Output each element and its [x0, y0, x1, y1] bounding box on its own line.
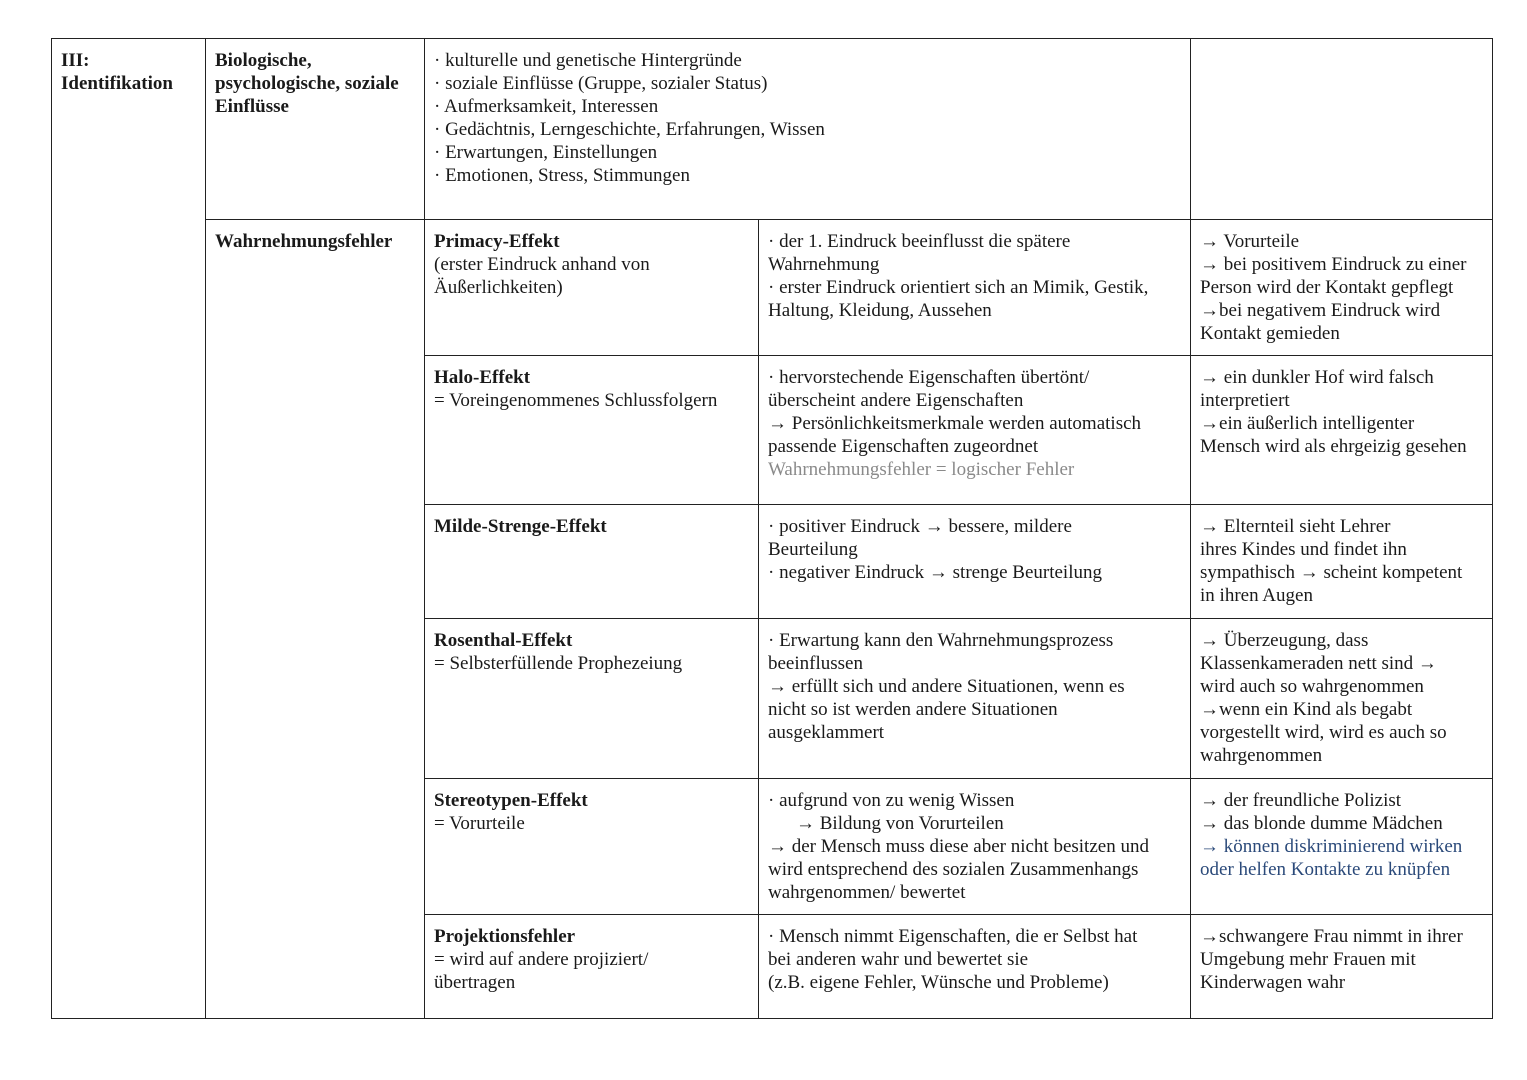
effect-example-cell — [1191, 505, 1493, 619]
list-item: · soziale Einflüsse (Gruppe, sozialer Status) — [434, 73, 768, 94]
example-line: →schwangere Frau nimmt in ihrer — [1200, 926, 1463, 947]
desc-line: · negativer Eindruck → strenge Beurteilung — [768, 562, 1102, 583]
desc-line: nicht so ist werden andere Situationen — [768, 699, 1058, 720]
effect-name: Halo-Effekt — [434, 367, 531, 388]
example-line: sympathisch → scheint kompetent — [1200, 562, 1463, 583]
effect-name-cell — [425, 779, 759, 915]
effect-description-cell — [759, 220, 1191, 356]
effect-subtitle: übertragen — [434, 972, 516, 993]
effect-description-cell — [759, 619, 1191, 779]
desc-line: · positiver Eindruck → bessere, mildere — [768, 516, 1072, 537]
example-line: Klassenkameraden nett sind → — [1200, 653, 1437, 674]
effect-example-cell — [1191, 356, 1493, 505]
example-line: →wenn ein Kind als begabt — [1200, 699, 1413, 720]
perception-table — [51, 38, 1493, 1019]
example-line: → ein dunkler Hof wird falsch — [1200, 367, 1434, 388]
influences-list-cell — [425, 39, 1191, 220]
list-item: · kulturelle und genetische Hintergründe — [434, 50, 742, 71]
effect-description-cell — [759, 779, 1191, 915]
example-line: → der freundliche Polizist — [1200, 790, 1402, 811]
section-number: III: — [61, 50, 90, 71]
effect-subtitle: = wird auf andere projiziert/ — [434, 949, 649, 970]
example-line: Umgebung mehr Frauen mit — [1200, 949, 1416, 970]
effect-description-cell — [759, 915, 1191, 1019]
effect-name: Stereotypen-Effekt — [434, 790, 588, 811]
desc-line: · aufgrund von zu wenig Wissen — [768, 790, 1015, 811]
desc-line: Wahrnehmung — [768, 254, 880, 275]
desc-line: → der Mensch muss diese aber nicht besitzen und — [768, 836, 1149, 857]
example-line: → das blonde dumme Mädchen — [1200, 813, 1443, 834]
effect-name: Projektionsfehler — [434, 926, 576, 947]
effect-subtitle: Äußerlichkeiten) — [434, 277, 563, 298]
desc-line-indented: → Bildung von Vorurteilen — [796, 813, 1004, 834]
desc-line: · erster Eindruck orientiert sich an Mimik, Gestik, — [768, 277, 1149, 298]
desc-line: Haltung, Kleidung, Aussehen — [768, 300, 992, 321]
list-item: · Gedächtnis, Lerngeschichte, Erfahrungen, Wissen — [434, 119, 825, 140]
example-note: oder helfen Kontakte zu knüpfen — [1200, 859, 1451, 880]
desc-line: beeinflussen — [768, 653, 863, 674]
effect-name-cell — [425, 356, 759, 505]
example-line: Person wird der Kontakt gepflegt — [1200, 277, 1454, 298]
example-line: Kontakt gemieden — [1200, 323, 1340, 344]
effect-name-cell — [425, 220, 759, 356]
effect-name: Rosenthal-Effekt — [434, 630, 573, 651]
list-item: · Emotionen, Stress, Stimmungen — [434, 165, 690, 186]
desc-line: · hervorstechende Eigenschaften übertönt/ — [768, 367, 1090, 388]
example-line: Kinderwagen wahr — [1200, 972, 1346, 993]
influences-title-1: Biologische, — [215, 50, 312, 71]
desc-note: Wahrnehmungsfehler = logischer Fehler — [768, 459, 1075, 480]
desc-line: wird entsprechend des sozialen Zusammenhangs — [768, 859, 1139, 880]
effect-subtitle: = Selbsterfüllende Prophezeiung — [434, 653, 683, 674]
example-line: Mensch wird als ehrgeizig gesehen — [1200, 436, 1467, 457]
example-line: wird auch so wahrgenommen — [1200, 676, 1424, 697]
example-note: → können diskriminierend wirken — [1200, 836, 1463, 857]
desc-line: → Persönlichkeitsmerkmale werden automatisch — [768, 413, 1142, 434]
desc-line: · Erwartung kann den Wahrnehmungsprozess — [768, 630, 1114, 651]
effect-name-cell — [425, 505, 759, 619]
example-line: → Elternteil sieht Lehrer — [1200, 516, 1391, 537]
example-line: → Vorurteile — [1200, 231, 1300, 252]
desc-line: bei anderen wahr und bewertet sie — [768, 949, 1029, 970]
errors-title: Wahrnehmungsfehler — [215, 231, 393, 252]
example-line: →bei negativem Eindruck wird — [1200, 300, 1441, 321]
influences-empty-cell — [1191, 39, 1493, 220]
effect-description-cell — [759, 356, 1191, 505]
section-title: Identifikation — [61, 73, 173, 94]
example-line: vorgestellt wird, wird es auch so — [1200, 722, 1447, 743]
desc-line: wahrgenommen/ bewertet — [768, 882, 966, 903]
example-line: in ihren Augen — [1200, 585, 1313, 606]
example-line: wahrgenommen — [1200, 745, 1323, 766]
influences-title-2: psychologische, soziale — [215, 73, 399, 94]
list-item: · Aufmerksamkeit, Interessen — [434, 96, 659, 117]
desc-line: · der 1. Eindruck beeinflusst die spätere — [768, 231, 1071, 252]
effect-example-cell — [1191, 220, 1493, 356]
desc-line: Beurteilung — [768, 539, 858, 560]
effect-name-cell — [425, 915, 759, 1019]
desc-line: · Mensch nimmt Eigenschaften, die er Selbst hat — [768, 926, 1138, 947]
effect-name: Milde-Strenge-Effekt — [434, 516, 607, 537]
table-row — [52, 220, 1493, 356]
example-line: ihres Kindes und findet ihn — [1200, 539, 1407, 560]
effect-subtitle: (erster Eindruck anhand von — [434, 254, 650, 275]
effect-example-cell — [1191, 619, 1493, 779]
table-row-influences — [52, 39, 1493, 220]
effect-subtitle: = Voreingenommenes Schlussfolgern — [434, 390, 718, 411]
influences-title-3: Einflüsse — [215, 96, 289, 117]
effect-example-cell — [1191, 915, 1493, 1019]
influences-title-cell — [206, 39, 425, 220]
desc-line: passende Eigenschaften zugeordnet — [768, 436, 1039, 457]
errors-title-cell — [206, 220, 425, 1019]
example-line: → Überzeugung, dass — [1200, 630, 1369, 651]
desc-line: überscheint andere Eigenschaften — [768, 390, 1024, 411]
effect-description-cell — [759, 505, 1191, 619]
example-line: → bei positivem Eindruck zu einer — [1200, 254, 1467, 275]
desc-line: ausgeklammert — [768, 722, 885, 743]
example-line: →ein äußerlich intelligenter — [1200, 413, 1415, 434]
desc-line: (z.B. eigene Fehler, Wünsche und Probleme) — [768, 972, 1109, 993]
list-item: · Erwartungen, Einstellungen — [434, 142, 658, 163]
effect-name: Primacy-Effekt — [434, 231, 560, 252]
effect-example-cell — [1191, 779, 1493, 915]
desc-line: → erfüllt sich und andere Situationen, wenn es — [768, 676, 1125, 697]
effect-name-cell — [425, 619, 759, 779]
effect-subtitle: = Vorurteile — [434, 813, 525, 834]
example-line: interpretiert — [1200, 390, 1290, 411]
section-label-cell — [52, 39, 206, 1019]
